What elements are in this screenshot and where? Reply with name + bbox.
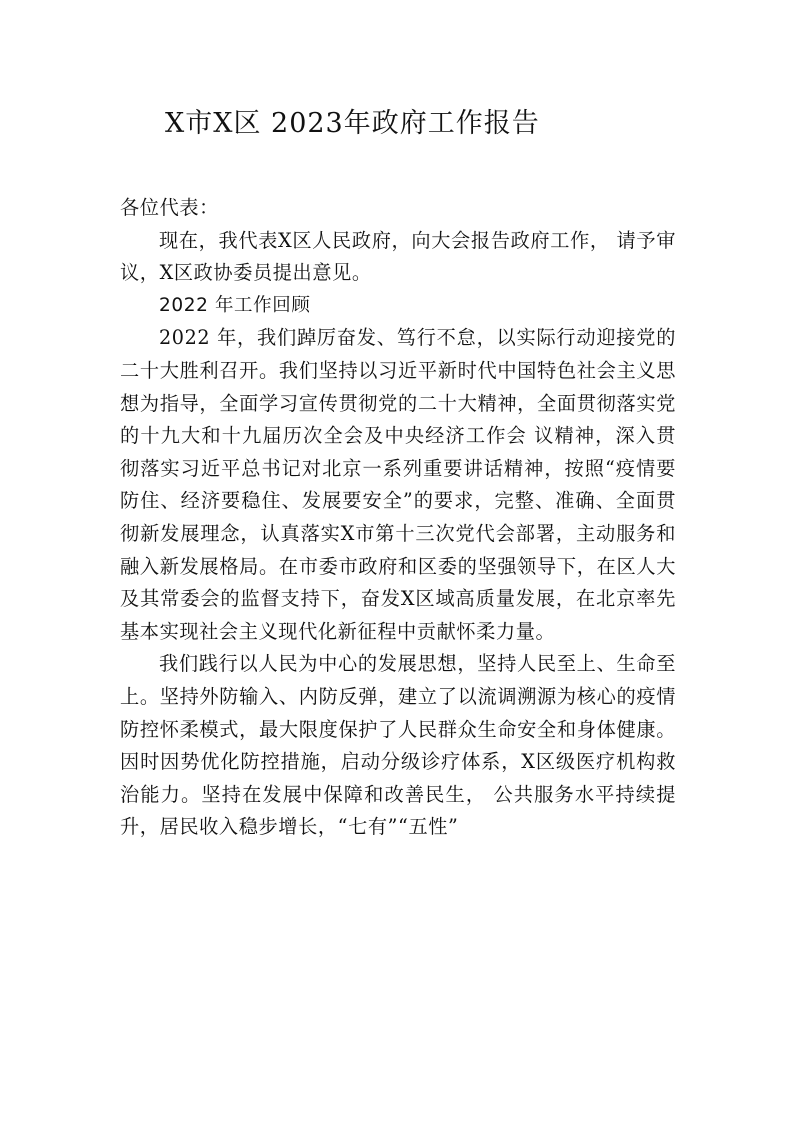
body-paragraph-2: 我们践行以人民为中心的发展思想，坚持人民至上、生命至上。坚持外防输入、内防反弹，建立了以流调溯源为核心的疫情防控怀柔模式，最大限度保护了人民群众生命安全和身体健康。因时因势优化防控措施，启动分级诊疗体系，X区级医疗机构救治能力。坚持在发展中保障和改善民生， 公共服务水平持续提升，居民收入稳步增长，“七有”“五性” [120,652,676,839]
intro-paragraph: 现在，我代表X区人民政府，向大会报告政府工作， 请予审议，X区政协委员提出意见。 [120,228,676,285]
section-heading: 2022 年工作回顾 [159,294,311,316]
body-paragraph-1: 2022 年，我们踔厉奋发、笃行不怠，以实际行动迎接党的二十大胜利召开。我们坚持以习近平新时代中国特色社会主义思想为指导，全面学习宣传贯彻党的二十大精神，全面贯彻落实党的十九大和十九届历次全会及中央经济工作会 议精神，深入贯彻落实习近平总书记对北京一系列重要讲话精神，按照“疫情要防住、经济要稳住、发展要安全”的要求，完整、准确、全面贯彻新发展理念，认真落实X市第十三次党代会部署，主动服务和融入新发展格局。在市委市政府和区委的坚强领导下，在区人大及其常委会的监督支持下，奋发X区域高质量发展，在北京率先基本实现社会主义现代化新征程中贡献怀柔力量。 [120,326,676,643]
document-body [120,192,676,844]
document-title: X市X区 2023年政府工作报告 [165,108,540,139]
salutation: 各位代表： [120,196,219,219]
